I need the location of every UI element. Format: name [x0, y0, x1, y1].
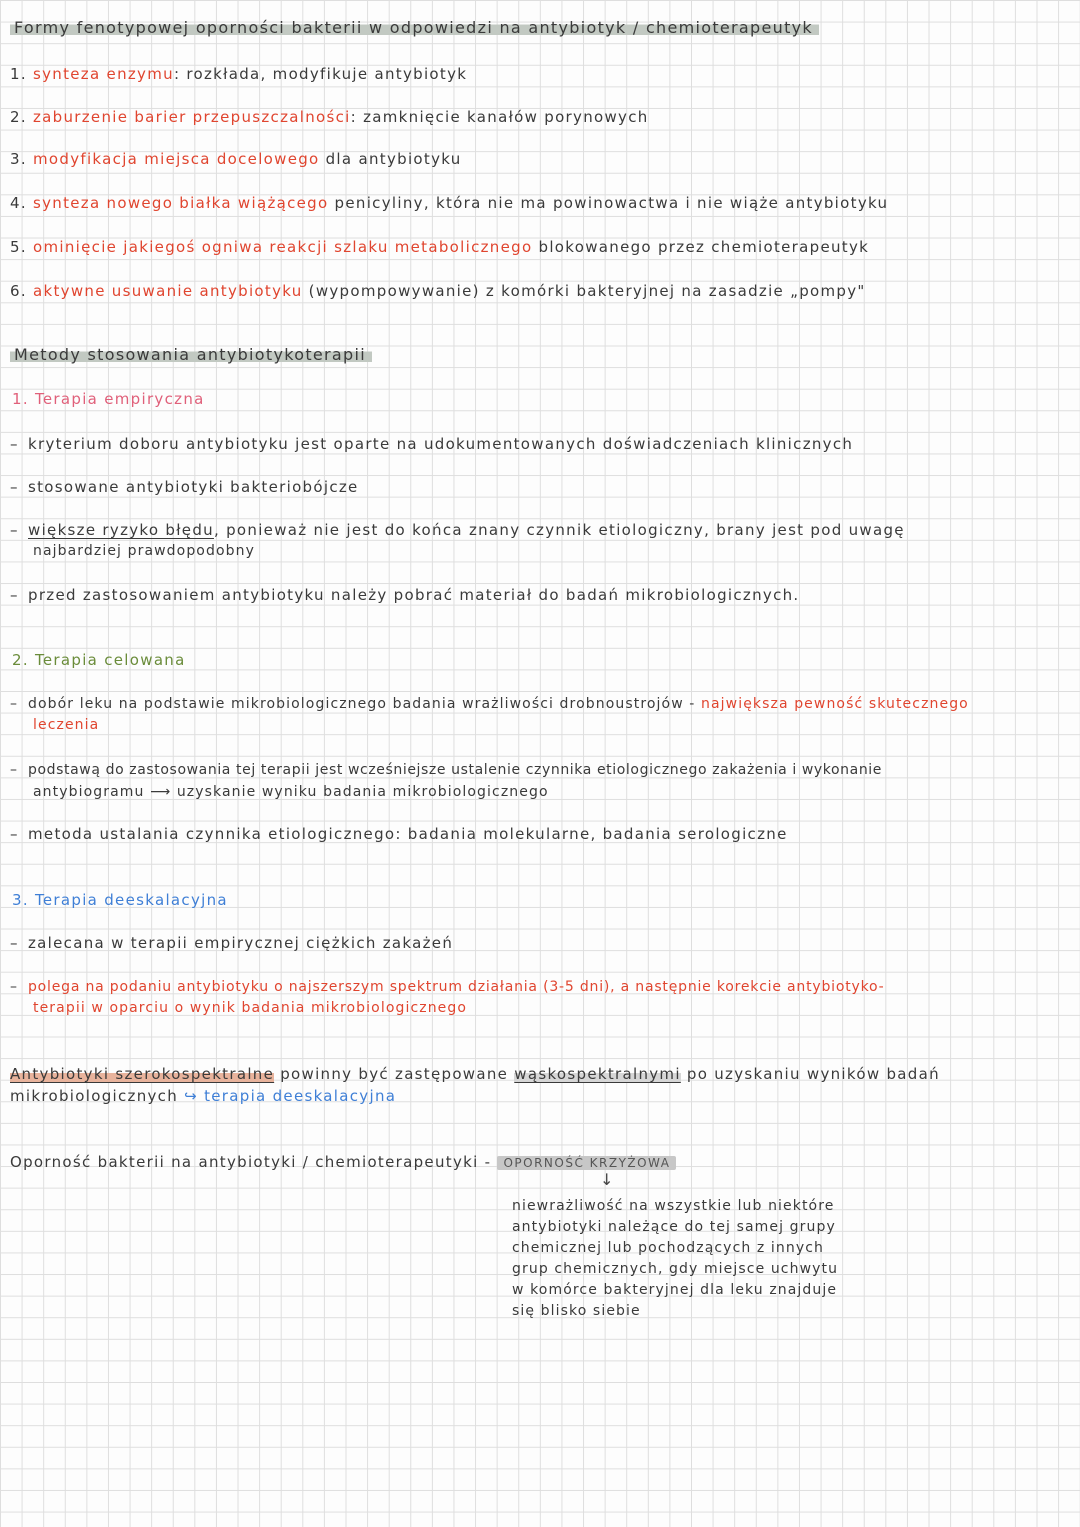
bullet: – zalecana w terapii empirycznej ciężkich zakażeń [10, 934, 454, 952]
item-number: 1. [10, 65, 27, 83]
list-item [10, 149, 462, 169]
bullet-text: kryterium doboru antybiotyku jest oparte na udokumentowanych doświadczeniach klinicznych [28, 435, 854, 453]
deescalation-heading: 3. Terapia deeskalacyjna [12, 891, 228, 909]
list-item [10, 64, 467, 84]
bullet-text: , ponieważ nie jest do końca znany czynnik etiologiczny, brany jest pod uwagę [213, 521, 905, 539]
section2-title-text: Metody stosowania antybiotykoterapii [10, 345, 372, 364]
narrow-spectrum-text: wąskospektralnymi [514, 1065, 681, 1083]
definition-block [512, 1196, 838, 1321]
definition-line: grup chemicznych, gdy miejsce uchwytu [512, 1261, 839, 1277]
definition-line: w komórce bakteryjnej dla leku znajduje [512, 1282, 838, 1298]
targeted-heading: 2. Terapia celowana [12, 651, 186, 669]
definition-line: chemicznej lub pochodzących z innych [512, 1240, 824, 1256]
bullet-text: zalecana w terapii empirycznej ciężkich zakażeń [28, 934, 454, 952]
note-line [10, 1064, 940, 1084]
broad-spectrum-text: Antybiotyki szerokospektralne [10, 1065, 275, 1083]
item-rest: : zamknięcie kanałów porynowych [350, 108, 649, 126]
item-key: ominięcie jakiegoś ogniwa reakcji szlaku metabolicznego [33, 238, 533, 256]
item-rest: blokowanego przez chemioterapeutyk [532, 238, 870, 256]
cross-lead: Oporność bakterii na antybiotyki / chemioterapeutyki - [10, 1153, 492, 1171]
section1-title-text: Formy fenotypowej oporności bakterii w odpowiedzi na antybiotyk / chemioterapeutyk [10, 18, 819, 37]
item-rest: : rozkłada, modyfikuje antybiotyk [173, 65, 468, 83]
bullet: – metoda ustalania czynnika etiologicznego: badania molekularne, badania serologiczne [10, 825, 788, 843]
antibiogram-text: antybiogramu [33, 784, 145, 800]
note-line2-text: mikrobiologicznych [10, 1087, 179, 1105]
item-key: aktywne usuwanie antybiotyku [33, 282, 303, 300]
bullet-text: stosowane antybiotyki bakteriobójcze [28, 478, 359, 496]
long-arrow-icon: ⟶ [150, 784, 172, 800]
item-key: synteza enzymu [33, 65, 174, 83]
note-mid: powinny być zastępowane [274, 1065, 515, 1083]
bullet-text: podstawą do zastosowania tej terapii jest wcześniejsze ustalenie czynnika etiologicznego zakażenia i wykonanie [28, 762, 882, 778]
bullet: – podstawą do zastosowania tej terapii jest wcześniejsze ustalenie czynnika etiologicznego zakażenia i wykonanie [10, 762, 882, 778]
item-rest: penicyliny, która nie ma powinowactwa i nie wiąże antybiotyku [328, 194, 889, 212]
bullet-continuation [33, 782, 549, 802]
item-key: synteza nowego białka wiążącego [33, 194, 329, 212]
item-number: 6. [10, 282, 27, 300]
arrow-icon: ↪ [184, 1087, 198, 1105]
item-rest: dla antybiotyku [319, 150, 462, 168]
bullet-underlined: większe ryzyko błędu [28, 521, 214, 539]
list-item [10, 237, 869, 257]
bullet: – stosowane antybiotyki bakteriobójcze [10, 478, 359, 496]
item-number: 3. [10, 150, 27, 168]
bullet-text: metoda ustalania czynnika etiologicznego: badania molekularne, badania serologiczne [28, 825, 788, 843]
bullet-text: polega na podaniu antybiotyku o najszerszym spektrum działania (3-5 dni), a następnie korekcie antybiotyko- [28, 979, 885, 995]
list-item [10, 107, 649, 127]
bullet-continuation: leczenia [33, 717, 100, 733]
note-link-text: terapia deeskalacyjna [204, 1087, 397, 1105]
bullet: – przed zastosowaniem antybiotyku należy pobrać materiał do badań mikrobiologicznych. [10, 586, 800, 604]
item-key: modyfikacja miejsca docelowego [33, 150, 320, 168]
item-rest: (wypompowywanie) z komórki bakteryjnej na zasadzie „pompy" [302, 282, 866, 300]
list-item [10, 281, 866, 301]
item-number: 5. [10, 238, 27, 256]
note-end: po uzyskaniu wyników badań [680, 1065, 940, 1083]
section2-title [10, 345, 372, 365]
bullet: – dobór leku na podstawie mikrobiologicznego badania wrażliwości drobnoustrojów - największa pewność skutecznego [10, 696, 969, 712]
empiric-heading: 1. Terapia empiryczna [12, 390, 205, 408]
definition-line: się blisko siebie [512, 1303, 641, 1319]
cross-resistance-stamp: OPORNOŚĆ KRZYŻOWA [497, 1156, 676, 1170]
cross-line [10, 1152, 676, 1173]
bullet-continuation: najbardziej prawdopodobny [33, 543, 255, 559]
item-number: 2. [10, 108, 27, 126]
bullet: – kryterium doboru antybiotyku jest oparte na udokumentowanych doświadczeniach klinicznych [10, 435, 854, 453]
bullet: – większe ryzyko błędu, ponieważ nie jest do końca znany czynnik etiologiczny, brany jest pod uwagę [10, 521, 905, 539]
section1-title [10, 18, 819, 38]
note-line2 [10, 1086, 396, 1106]
definition-line: niewrażliwość na wszystkie lub niektóre [512, 1198, 835, 1214]
bullet-continuation: terapii w oparciu o wynik badania mikrobiologicznego [33, 1000, 468, 1016]
list-item [10, 193, 888, 213]
item-key: zaburzenie barier przepuszczalności [33, 108, 351, 126]
bullet-text: dobór leku na podstawie mikrobiologicznego badania wrażliwości drobnoustrojów - [28, 696, 702, 712]
down-arrow-icon: ↓ [600, 1170, 614, 1189]
definition-line: antybiotyki należące do tej samej grupy [512, 1219, 836, 1235]
bullet-red: największa pewność skutecznego [701, 696, 969, 712]
result-text: uzyskanie wyniku badania mikrobiologicznego [176, 784, 549, 800]
item-number: 4. [10, 194, 27, 212]
bullet: – polega na podaniu antybiotyku o najszerszym spektrum działania (3-5 dni), a następnie korekcie antybiotyko- [10, 979, 885, 995]
bullet-text: przed zastosowaniem antybiotyku należy pobrać materiał do badań mikrobiologicznych. [28, 586, 800, 604]
